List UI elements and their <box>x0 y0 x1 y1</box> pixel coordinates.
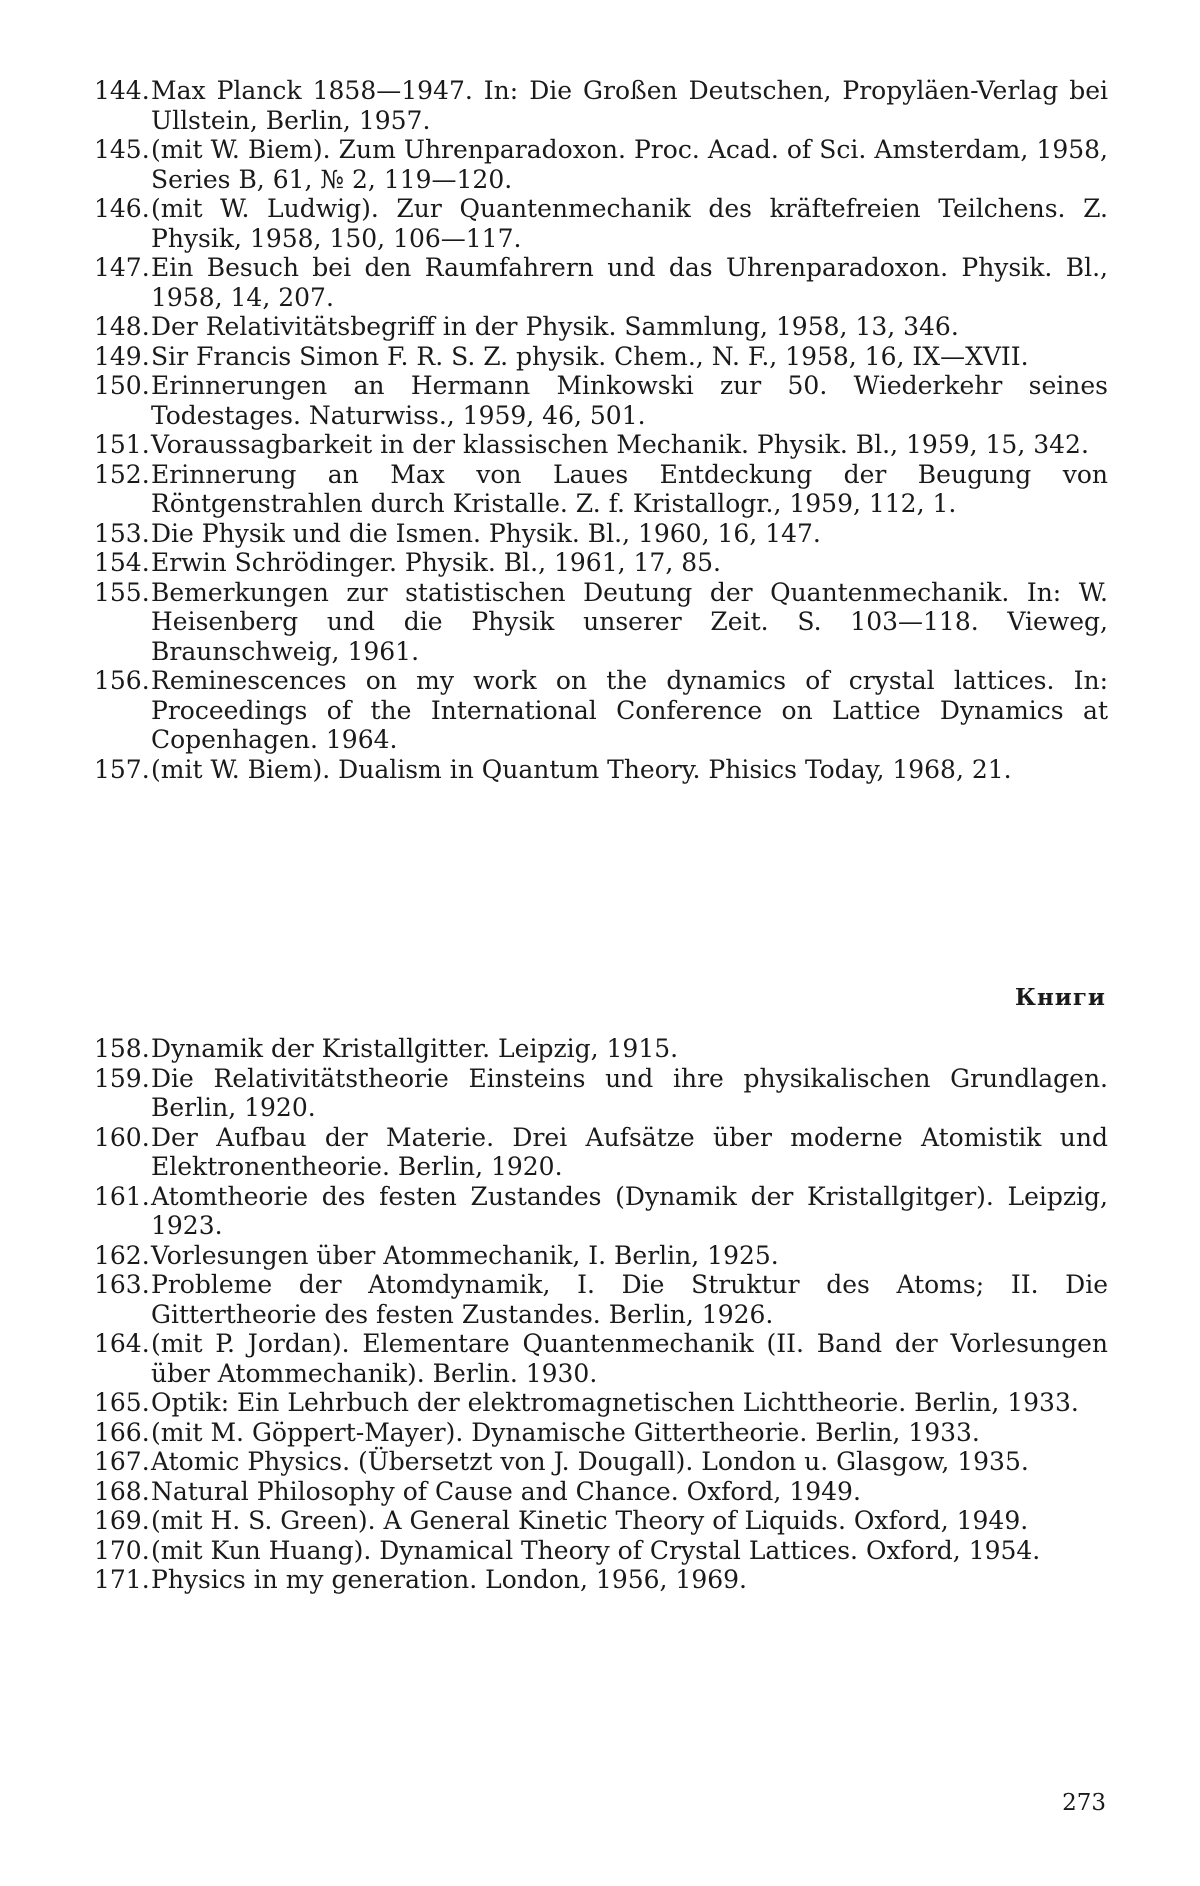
list-item <box>94 76 1108 135</box>
list-item <box>94 1123 1108 1182</box>
entry-text: Ein Besuch bei den Raumfahrern und das Uhrenparadoxon. Physik. Bl., 1958, 14, 207. <box>151 253 1108 312</box>
entry-text: Max Planck 1858—1947. In: Die Großen Deutschen, Propyläen-Verlag bei Ullstein, Berlin, 1957. <box>151 76 1108 135</box>
entry-text: Voraussagbarkeit in der klassischen Mechanik. Physik. Bl., 1959, 15, 342. <box>151 430 1089 459</box>
entry-text: Die Relativitätstheorie Einsteins und ihre physikalischen Grundlagen. Berlin, 1920. <box>151 1063 1108 1122</box>
entry-number: 166. <box>94 1417 150 1447</box>
entry-number: 151. <box>94 430 150 459</box>
entry-text: (mit Kun Huang). Dynamical Theory of Crystal Lattices. Oxford, 1954. <box>151 1535 1041 1565</box>
entry-number: 170. <box>94 1535 150 1565</box>
entry-text: Der Relativitätsbegriff in der Physik. Sammlung, 1958, 13, 346. <box>151 312 959 341</box>
entry-number: 148. <box>94 312 150 341</box>
list-item <box>94 1034 1108 1064</box>
entry-text: (mit M. Göppert-Mayer). Dynamische Gittertheorie. Berlin, 1933. <box>151 1417 980 1447</box>
entry-text: (mit W. Ludwig). Zur Quantenmechanik des kräftefreien Teilchens. Z. Physik, 1958, 150, 106—117. <box>151 194 1108 253</box>
entry-number: 155. <box>94 577 150 607</box>
list-item <box>94 1064 1108 1123</box>
list-item <box>94 578 1108 667</box>
entry-number: 162. <box>94 1240 150 1270</box>
entry-number: 171. <box>94 1565 150 1594</box>
entry-text: Dynamik der Kristallgitter. Leipzig, 1915. <box>151 1034 679 1063</box>
entry-text: Optik: Ein Lehrbuch der elektromagnetischen Lichttheorie. Berlin, 1933. <box>151 1388 1079 1417</box>
entry-text: Vorlesungen über Atommechanik, I. Berlin, 1925. <box>151 1240 779 1270</box>
entry-text: (mit W. Biem). Zum Uhrenparadoxon. Proc. Acad. of Sci. Amsterdam, 1958, Series B, 61, № 2, 119—120. <box>151 135 1108 194</box>
list-item <box>94 1388 1108 1418</box>
entry-number: 164. <box>94 1329 150 1358</box>
page-number: 273 <box>1062 1790 1106 1816</box>
entry-number: 158. <box>94 1034 150 1063</box>
entry-text: Erinnerungen an Hermann Minkowski zur 50. Wiederkehr seines Todestages. Naturwiss., 1959, 46, 501. <box>151 371 1108 430</box>
list-item <box>94 371 1108 430</box>
entry-number: 163. <box>94 1270 150 1299</box>
list-item <box>94 253 1108 312</box>
list-item <box>94 1182 1108 1241</box>
list-item <box>94 1536 1108 1566</box>
entry-number: 160. <box>94 1122 150 1152</box>
entry-number: 149. <box>94 341 150 371</box>
entry-number: 169. <box>94 1506 150 1535</box>
entry-text: Bemerkungen zur statistischen Deutung der Quantenmechanik. In: W. Heisenberg und die Physik unserer Zeit. S. 103—118. Vieweg, Braunschweig, 1961. <box>151 577 1108 666</box>
entry-text: Atomtheorie des festen Zustandes (Dynamik der Kristallgitger). Leipzig, 1923. <box>151 1181 1108 1240</box>
entry-number: 167. <box>94 1447 150 1476</box>
entry-text: Der Aufbau der Materie. Drei Aufsätze über moderne Atomistik und Elektronentheorie. Berlin, 1920. <box>151 1122 1108 1181</box>
list-item <box>94 342 1108 372</box>
entry-number: 145. <box>94 135 150 164</box>
entry-text: Physics in my generation. London, 1956, 1969. <box>151 1565 747 1594</box>
list-item <box>94 1329 1108 1388</box>
list-item <box>94 1565 1108 1595</box>
list-item <box>94 1506 1108 1536</box>
entry-number: 146. <box>94 194 150 223</box>
entry-number: 153. <box>94 518 150 548</box>
entry-number: 165. <box>94 1388 150 1417</box>
entry-number: 154. <box>94 548 150 577</box>
list-item <box>94 312 1108 342</box>
list-item <box>94 1270 1108 1329</box>
list-item <box>94 666 1108 755</box>
entry-text: Reminescences on my work on the dynamics of crystal lattices. In: Proceedings of the International Conference on Lattice Dynamics at Copenhagen. 1964. <box>151 666 1108 754</box>
entry-text: Atomic Physics. (Übersetzt von J. Dougall). London u. Glasgow, 1935. <box>151 1447 1029 1476</box>
list-item <box>94 1477 1108 1507</box>
books-list <box>94 1034 1108 1595</box>
list-item <box>94 430 1108 460</box>
list-item <box>94 194 1108 253</box>
list-item <box>94 1418 1108 1448</box>
entry-number: 157. <box>94 754 150 784</box>
entry-number: 147. <box>94 253 150 282</box>
list-item <box>94 460 1108 519</box>
entry-number: 150. <box>94 371 150 400</box>
section-heading: Книги <box>1015 984 1106 1011</box>
entry-number: 152. <box>94 459 150 489</box>
entry-number: 156. <box>94 666 150 695</box>
entry-text: Probleme der Atomdynamik, I. Die Struktur des Atoms; II. Die Gittertheorie des festen Zustandes. Berlin, 1926. <box>151 1270 1108 1329</box>
list-item <box>94 1241 1108 1271</box>
list-item <box>94 519 1108 549</box>
list-item <box>94 1447 1108 1477</box>
entry-text: Erwin Schrödinger. Physik. Bl., 1961, 17, 85. <box>151 548 721 577</box>
entry-number: 144. <box>94 76 150 105</box>
entry-text: (mit H. S. Green). A General Kinetic Theory of Liquids. Oxford, 1949. <box>151 1506 1029 1535</box>
entry-number: 168. <box>94 1476 150 1506</box>
list-item <box>94 135 1108 194</box>
entry-number: 159. <box>94 1063 150 1093</box>
articles-list <box>94 76 1108 784</box>
entry-text: Die Physik und die Ismen. Physik. Bl., 1960, 16, 147. <box>151 518 821 548</box>
list-item <box>94 755 1108 785</box>
list-item <box>94 548 1108 578</box>
entry-text: (mit W. Biem). Dualism in Quantum Theory. Phisics Today, 1968, 21. <box>151 754 1012 784</box>
entry-text: Sir Francis Simon F. R. S. Z. physik. Chem., N. F., 1958, 16, IX—XVII. <box>151 341 1029 371</box>
entry-number: 161. <box>94 1181 150 1211</box>
entry-text: Erinnerung an Max von Laues Entdeckung der Beugung von Röntgenstrahlen durch Kristalle. Z. f. Kristallogr., 1959, 112, 1. <box>151 459 1108 518</box>
entry-text: Natural Philosophy of Cause and Chance. Oxford, 1949. <box>151 1476 861 1506</box>
entry-text: (mit P. Jordan). Elementare Quantenmechanik (II. Band der Vorlesungen über Atommechanik). Berlin. 1930. <box>151 1329 1108 1388</box>
